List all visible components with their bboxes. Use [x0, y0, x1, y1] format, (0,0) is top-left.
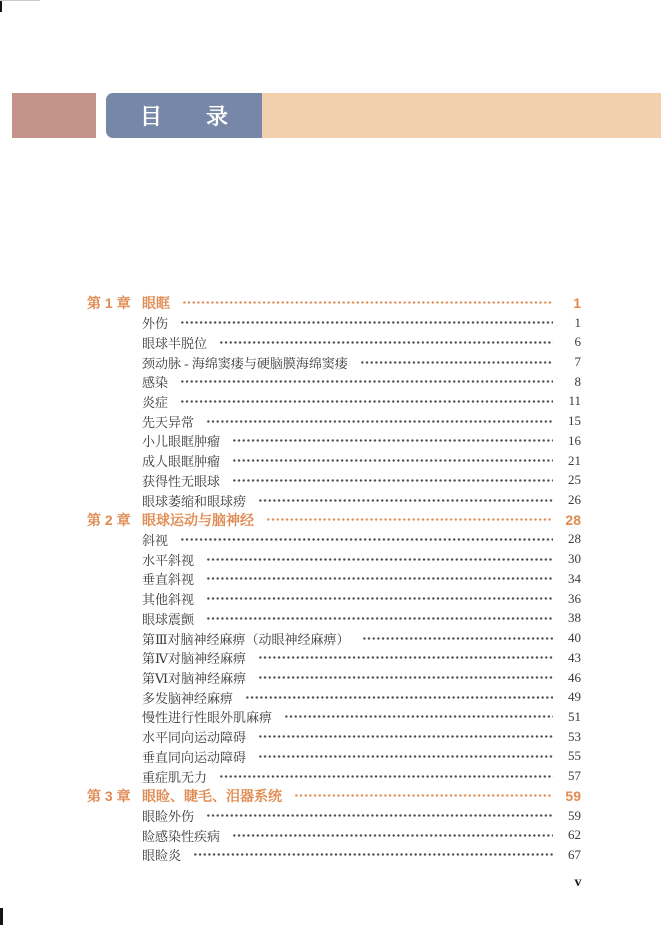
- toc-entry-page-number: 36: [568, 590, 581, 606]
- dot-leader: [258, 668, 553, 688]
- toc-entry-page-number: 16: [568, 432, 581, 448]
- dot-leader: [232, 470, 553, 490]
- page-title: 目 录: [139, 104, 239, 129]
- toc-entry-page-number: 1: [573, 294, 581, 311]
- toc-section-row: [87, 747, 581, 767]
- dot-leader: [258, 490, 553, 510]
- toc-entry-title: 第Ⅳ对脑神经麻痹: [142, 651, 246, 667]
- toc-entry-title: 获得性无眼球: [142, 473, 221, 489]
- toc-entry-title: 第Ⅵ对脑神经麻痹: [142, 671, 247, 687]
- toc-entry-title: 眼球运动与脑神经: [142, 511, 254, 528]
- toc-entry-page-number: 57: [568, 768, 581, 784]
- dot-leader: [180, 530, 553, 550]
- toc-entry-title: 水平斜视: [142, 552, 195, 568]
- dot-leader: [232, 431, 553, 451]
- dot-leader: [206, 589, 553, 609]
- toc-entry-title: 水平同向运动障碍: [142, 730, 247, 746]
- toc-entry-title: 多发脑神经麻痹: [142, 690, 234, 706]
- toc-entry-page-number: 6: [574, 334, 581, 350]
- dot-leader: [232, 825, 553, 845]
- toc-entry-page-number: 25: [568, 472, 581, 488]
- toc-entry-title: 睑感染性疾病: [142, 828, 221, 844]
- dot-leader: [284, 707, 553, 727]
- toc-chapter-row: [87, 786, 581, 806]
- toc-section-row: [87, 766, 581, 786]
- toc-entry-title: 眼球萎缩和眼球痨: [142, 493, 247, 509]
- toc-entry-title: 眼球半脱位: [142, 335, 208, 351]
- dot-leader: [232, 451, 553, 471]
- toc-section-row: [87, 392, 581, 412]
- toc-section-row: [87, 411, 581, 431]
- toc-chapter-row: [87, 293, 581, 313]
- dot-leader: [206, 806, 553, 826]
- toc-entry-title: 小儿眼眶肿瘤: [142, 434, 221, 450]
- toc-entry-page-number: 40: [568, 630, 581, 646]
- toc-section-row: [87, 332, 581, 352]
- toc-section-row: [87, 530, 581, 550]
- toc-entry-page-number: 59: [565, 787, 581, 804]
- dot-leader: [206, 549, 553, 569]
- toc-entry-title: 斜视: [142, 532, 169, 548]
- dot-leader: [294, 786, 553, 806]
- toc-section-row: [87, 609, 581, 629]
- toc-entry-page-number: 11: [568, 393, 581, 409]
- toc-entry-title: 眼睑炎: [142, 848, 182, 864]
- toc-list: [87, 293, 581, 865]
- toc-entry-title: 感染: [142, 375, 169, 391]
- toc-entry-page-number: 43: [568, 649, 581, 665]
- toc-entry-title: 炎症: [142, 394, 169, 410]
- dot-leader: [245, 687, 553, 707]
- toc-entry-page-number: 7: [574, 354, 581, 370]
- toc-entry-page-number: 51: [568, 708, 581, 724]
- dot-leader: [258, 648, 553, 668]
- toc-entry-page-number: 53: [568, 728, 581, 744]
- dot-leader: [360, 352, 553, 372]
- toc-entry-page-number: 28: [565, 511, 581, 528]
- dot-leader: [180, 313, 553, 333]
- header-accent-right-block: [262, 93, 661, 138]
- toc-chapter-label: 第 2 章: [87, 511, 131, 528]
- dot-leader: [206, 411, 553, 431]
- toc-entry-page-number: 59: [568, 807, 581, 823]
- dot-leader: [206, 569, 553, 589]
- toc-entry-page-number: 34: [568, 570, 581, 586]
- toc-section-row: [87, 372, 581, 392]
- toc-entry-title: 其他斜视: [142, 592, 195, 608]
- crop-mark-top-left: [0, 0, 2, 12]
- header-accent-left-block: [12, 93, 96, 138]
- dot-leader: [258, 727, 553, 747]
- toc-entry-page-number: 1: [574, 314, 581, 330]
- dot-leader: [180, 392, 553, 412]
- toc-section-row: [87, 825, 581, 845]
- toc-entry-page-number: 67: [568, 846, 581, 862]
- toc-section-row: [87, 806, 581, 826]
- toc-entry-page-number: 21: [568, 452, 581, 468]
- toc-section-row: [87, 707, 581, 727]
- toc-section-row: [87, 313, 581, 333]
- toc-entry-title: 眼球震颤: [142, 611, 195, 627]
- toc-entry-title: 第Ⅲ对脑神经麻痹（动眼神经麻痹）: [142, 631, 350, 647]
- dot-leader: [180, 372, 553, 392]
- toc-section-row: [87, 490, 581, 510]
- toc-section-row: [87, 431, 581, 451]
- toc-section-row: [87, 569, 581, 589]
- header-banner: [0, 93, 661, 138]
- toc-entry-title: 重症肌无力: [142, 769, 208, 785]
- toc-entry-title: 先天异常: [142, 414, 195, 430]
- toc-entry-page-number: 62: [568, 827, 581, 843]
- toc-chapter-row: [87, 510, 581, 530]
- toc-entry-title: 颈动脉 - 海绵窦瘘与硬脑膜海绵窦瘘: [142, 355, 348, 371]
- dot-leader: [206, 609, 553, 629]
- toc-section-row: [87, 451, 581, 471]
- dot-leader: [219, 766, 553, 786]
- header-title-block: [106, 93, 262, 138]
- toc-section-row: [87, 648, 581, 668]
- crop-mark-bottom-left: [0, 908, 3, 925]
- toc-entry-title: 垂直斜视: [142, 572, 195, 588]
- toc-section-row: [87, 589, 581, 609]
- toc-section-row: [87, 352, 581, 372]
- toc-entry-title: 垂直同向运动障碍: [142, 749, 247, 765]
- toc-section-row: [87, 470, 581, 490]
- toc-entry-page-number: 46: [568, 669, 581, 685]
- toc-entry-page-number: 15: [568, 413, 581, 429]
- toc-entry-title: 外伤: [142, 316, 169, 332]
- toc-section-row: [87, 727, 581, 747]
- toc-section-row: [87, 668, 581, 688]
- toc-entry-page-number: 26: [568, 492, 581, 508]
- toc-entry-page-number: 38: [568, 610, 581, 626]
- toc-entry-title: 眼眶: [142, 294, 170, 311]
- toc-section-row: [87, 549, 581, 569]
- toc-entry-title: 眼睑、睫毛、泪器系统: [142, 787, 282, 804]
- dot-leader: [219, 332, 553, 352]
- toc-entry-title: 慢性进行性眼外肌麻痹: [142, 710, 273, 726]
- toc-entry-page-number: 28: [568, 531, 581, 547]
- dot-leader: [258, 747, 553, 767]
- toc-section-row: [87, 845, 581, 865]
- toc-entry-page-number: 49: [568, 689, 581, 705]
- toc-entry-title: 眼睑外伤: [142, 809, 195, 825]
- dot-leader: [362, 628, 553, 648]
- toc-section-row: [87, 628, 581, 648]
- toc-chapter-label: 第 1 章: [87, 294, 131, 311]
- toc-section-row: [87, 687, 581, 707]
- dot-leader: [193, 845, 553, 865]
- toc-entry-page-number: 8: [574, 373, 581, 389]
- dot-leader: [182, 293, 553, 313]
- toc-entry-page-number: 30: [568, 551, 581, 567]
- toc-chapter-label: 第 3 章: [87, 787, 131, 804]
- page-number: v: [574, 875, 582, 890]
- dot-leader: [266, 510, 553, 530]
- toc-entry-title: 成人眼眶肿瘤: [142, 454, 221, 470]
- toc-entry-page-number: 55: [568, 748, 581, 764]
